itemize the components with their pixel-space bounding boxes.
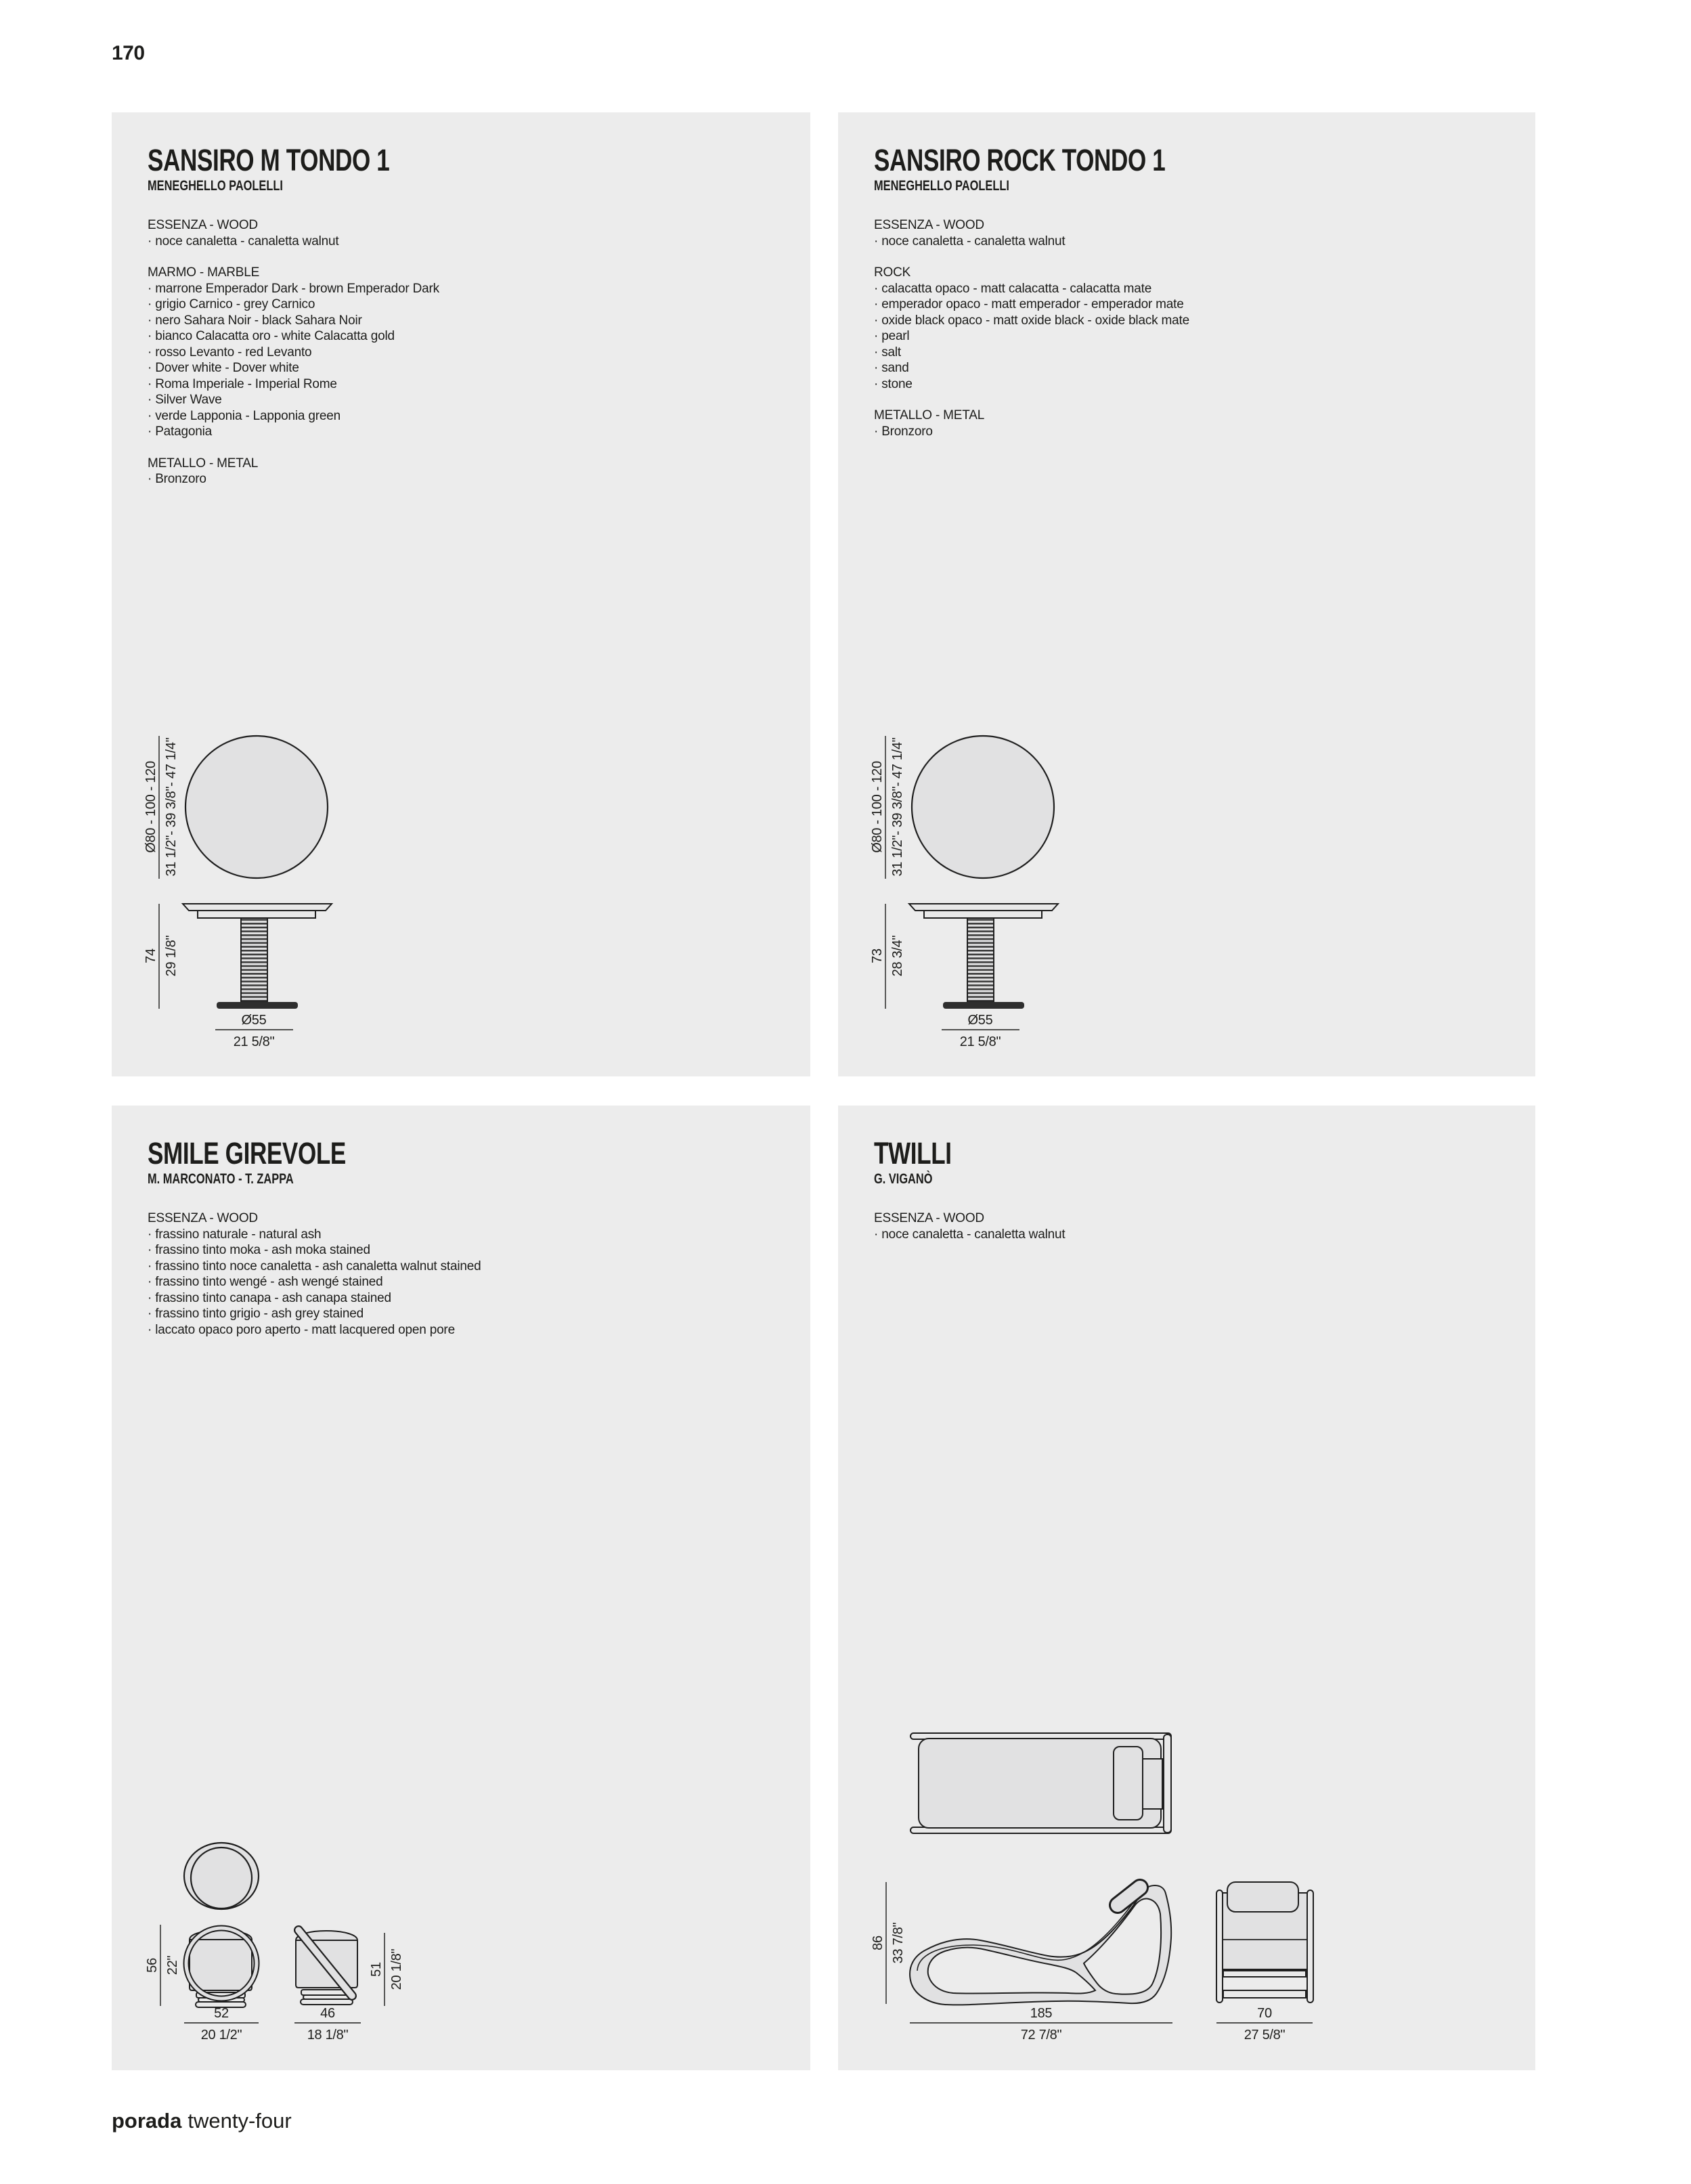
side-height-dim-in: 20 1/8" xyxy=(389,1948,404,1990)
stool-front-view xyxy=(184,1926,259,2008)
base-dim-cm: Ø55 xyxy=(241,1013,267,1028)
spec-item: · oxide black opaco - matt oxide black - oxide black mate xyxy=(874,313,1189,328)
spec-item: · frassino tinto noce canaletta - ash canaletta walnut stained xyxy=(148,1259,481,1273)
spec-item: · Roma Imperiale - Imperial Rome xyxy=(148,376,337,391)
spec-item: · sand xyxy=(874,361,909,375)
chaise-height-dim-cm: 86 xyxy=(871,1936,885,1950)
product-designer: M. MARCONATO - T. ZAPPA xyxy=(148,1171,294,1187)
product-designer: MENEGHELLO PAOLELLI xyxy=(148,178,283,194)
chaise-side-view xyxy=(910,1885,1171,2005)
table-side-view xyxy=(909,904,1058,1009)
spec-section-wood xyxy=(148,1210,770,1338)
spec-section-marble xyxy=(148,265,770,440)
spec-item: · Dover white - Dover white xyxy=(148,361,299,375)
spec-title: ESSENZA - WOOD xyxy=(874,1211,984,1225)
spec-section-rock xyxy=(874,265,1497,392)
spec-item: · grigio Carnico - grey Carnico xyxy=(148,297,315,311)
base-dim-in: 21 5/8" xyxy=(959,1034,1001,1049)
base-dim-cm: Ø55 xyxy=(967,1013,993,1028)
footer-brand: porada xyxy=(112,2109,182,2133)
spec-item: · marrone Emperador Dark - brown Emperador Dark xyxy=(148,281,439,296)
spec-item: · pearl xyxy=(874,329,910,343)
spec-item: · Patagonia xyxy=(148,424,212,439)
base-dim-in: 21 5/8" xyxy=(233,1034,275,1049)
spec-item: · frassino naturale - natural ash xyxy=(148,1227,322,1242)
chaise-width-dim-in: 27 5/8" xyxy=(1244,2028,1286,2043)
spec-item: · Silver Wave xyxy=(148,393,222,407)
tabletop-top-view xyxy=(912,736,1054,878)
chaise-length-dim-cm: 185 xyxy=(1030,2006,1053,2021)
diameter-dim-in: 31 1/2"- 39 3/8"- 47 1/4" xyxy=(164,737,179,877)
spec-item: · verde Lapponia - Lapponia green xyxy=(148,408,341,423)
height-dim-cm: 74 xyxy=(144,948,158,963)
spec-item: · frassino tinto canapa - ash canapa stained xyxy=(148,1290,391,1305)
spec-item: · Bronzoro xyxy=(148,472,206,486)
spec-item: · noce canaletta - canaletta walnut xyxy=(874,234,1066,248)
product-title: SMILE GIREVOLE xyxy=(148,1136,346,1171)
footer-edition: twenty-four xyxy=(188,2109,292,2133)
side-width-dim-in: 18 1/8" xyxy=(307,2028,349,2043)
product-panel-sansiro-m-tondo-1 xyxy=(112,112,810,1076)
diameter-dim-cm: Ø80 - 100 - 120 xyxy=(144,761,158,853)
spec-title: ESSENZA - WOOD xyxy=(874,218,984,232)
product-designer: MENEGHELLO PAOLELLI xyxy=(874,178,1009,194)
product-title: SANSIRO ROCK TONDO 1 xyxy=(874,143,1166,177)
spec-item: · bianco Calacatta oro - white Calacatta gold xyxy=(148,329,395,343)
side-height-dim-cm: 51 xyxy=(369,1962,384,1977)
chaise-top-view xyxy=(910,1733,1171,1833)
product-title: TWILLI xyxy=(874,1136,952,1171)
spec-item: · frassino tinto moka - ash moka stained xyxy=(148,1243,370,1257)
product-panel-smile-girevole xyxy=(112,1106,810,2070)
chaise-width-dim-cm: 70 xyxy=(1257,2006,1272,2021)
spec-section-wood xyxy=(148,217,770,249)
page-number: 170 xyxy=(112,42,145,64)
chaise-front-view xyxy=(1216,1882,1313,2003)
diameter-dim-cm: Ø80 - 100 - 120 xyxy=(870,761,885,853)
spec-item: · nero Sahara Noir - black Sahara Noir xyxy=(148,313,362,328)
spec-title: MARMO - MARBLE xyxy=(148,265,260,280)
spec-item: · salt xyxy=(874,345,901,359)
spec-item: · frassino tinto grigio - ash grey stained xyxy=(148,1307,364,1321)
spec-item: · laccato opaco poro aperto - matt lacquered open pore xyxy=(148,1322,455,1337)
spec-title: METALLO - METAL xyxy=(874,408,985,422)
spec-item: · noce canaletta - canaletta walnut xyxy=(148,234,339,248)
height-dim-in: 29 1/8" xyxy=(164,935,179,977)
front-width-dim-in: 20 1/2" xyxy=(200,2028,242,2043)
chaise-length-dim-in: 72 7/8" xyxy=(1020,2028,1062,2043)
tabletop-top-view xyxy=(185,736,328,878)
spec-section-wood xyxy=(874,1210,1497,1242)
product-panel-twilli xyxy=(838,1106,1535,2070)
product-panel-sansiro-rock-tondo-1 xyxy=(838,112,1535,1076)
spec-item: · calacatta opaco - matt calacatta - calacatta mate xyxy=(874,281,1152,296)
spec-item: · rosso Levanto - red Levanto xyxy=(148,345,312,359)
chaise-height-dim-in: 33 7/8" xyxy=(891,1922,906,1964)
spec-item: · Bronzoro xyxy=(874,424,933,439)
spec-section-metal xyxy=(148,456,770,487)
product-title: SANSIRO M TONDO 1 xyxy=(148,143,390,177)
stool-top-view xyxy=(184,1843,259,1909)
height-dim-in: 28 3/4" xyxy=(890,935,905,977)
spec-section-wood xyxy=(874,217,1497,249)
stool-side-view xyxy=(296,1930,357,2005)
diameter-dim-in: 31 1/2"- 39 3/8"- 47 1/4" xyxy=(890,737,905,877)
spec-item: · frassino tinto wengé - ash wengé stained xyxy=(148,1275,383,1289)
side-width-dim-cm: 46 xyxy=(320,2006,335,2021)
footer xyxy=(112,2110,292,2133)
spec-title: METALLO - METAL xyxy=(148,456,259,471)
table-side-view xyxy=(183,904,332,1009)
spec-title: ROCK xyxy=(874,265,911,280)
front-height-dim-cm: 56 xyxy=(145,1958,160,1973)
front-width-dim-cm: 52 xyxy=(214,2006,229,2021)
height-dim-cm: 73 xyxy=(870,948,885,963)
spec-item: · stone xyxy=(874,376,913,391)
spec-title: ESSENZA - WOOD xyxy=(148,1211,258,1225)
spec-item: · noce canaletta - canaletta walnut xyxy=(874,1227,1066,1242)
spec-section-metal xyxy=(874,408,1497,439)
spec-item: · emperador opaco - matt emperador - emperador mate xyxy=(874,297,1184,311)
front-height-dim-in: 22" xyxy=(165,1955,180,1975)
product-designer: G. VIGANÒ xyxy=(874,1171,933,1187)
spec-title: ESSENZA - WOOD xyxy=(148,218,258,232)
